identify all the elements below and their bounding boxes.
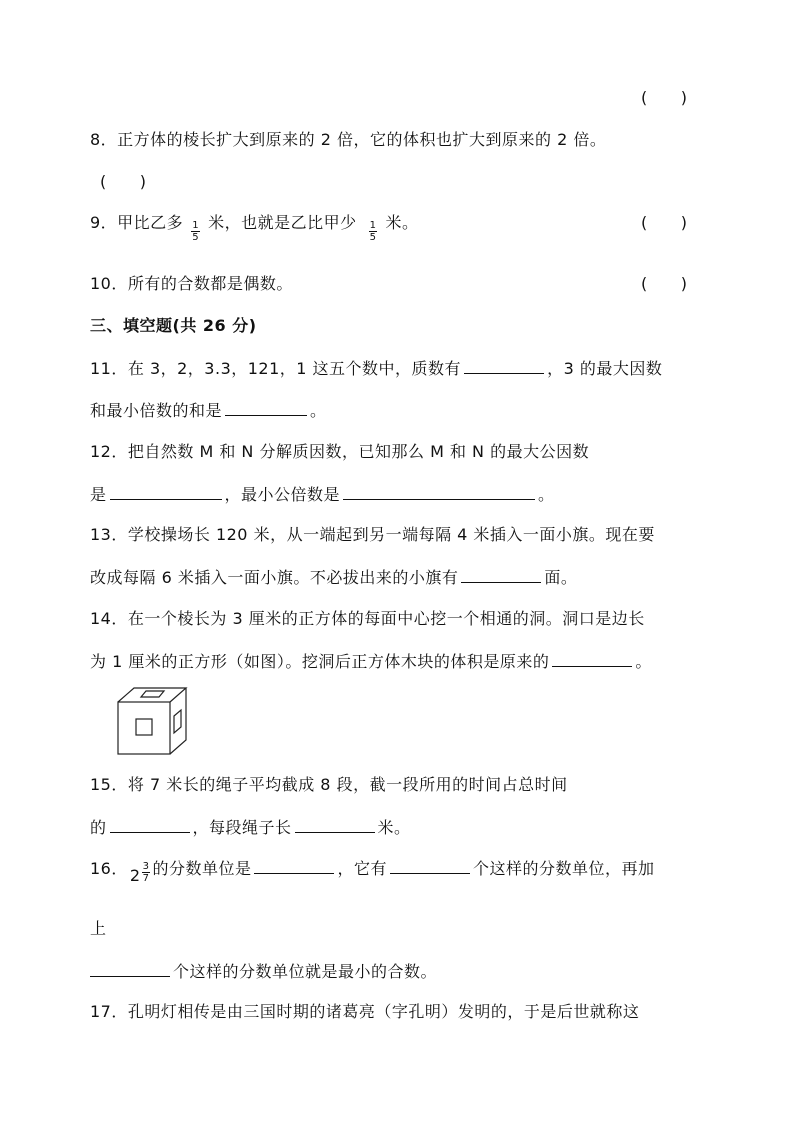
question-15-text: ，每段绳子长 <box>192 818 292 837</box>
question-13-line-1 <box>90 524 655 546</box>
question-11-text: ，3 的最大因数 <box>547 359 663 378</box>
answer-blank[interactable] <box>343 483 535 500</box>
question-16-text: 个这样的分数单位，再加 <box>472 859 655 878</box>
question-17-text: 17．孔明灯相传是由三国时期的诸葛亮（字孔明）发明的，于是后世就称这 <box>90 1002 640 1021</box>
question-16-line-2 <box>90 918 107 940</box>
cube-top-face <box>118 688 186 702</box>
question-15-text: 15．将 7 米长的绳子平均截成 8 段，截一段所用的时间占总时间 <box>90 775 568 794</box>
question-9-part-a: 9．甲比乙多 <box>90 213 184 232</box>
cube-front-face <box>118 702 170 754</box>
question-14-line-1 <box>90 608 645 630</box>
fraction-denominator: 5 <box>192 232 200 243</box>
fraction-denominator: 7 <box>142 873 150 884</box>
cube-figure <box>116 686 192 756</box>
question-11-line-2 <box>90 399 327 422</box>
question-10-paren: ( ) <box>641 274 688 293</box>
question-16-line-3 <box>90 960 437 983</box>
question-15-text: 米。 <box>377 818 411 837</box>
question-15-line-1 <box>90 774 568 796</box>
question-11-text: 。 <box>310 401 327 420</box>
front-hole <box>136 719 152 735</box>
question-16-text: 16． <box>90 859 128 878</box>
answer-blank[interactable] <box>254 857 334 874</box>
question-16-text: ，它有 <box>337 859 387 878</box>
question-13-line-2 <box>90 566 577 589</box>
answer-blank[interactable] <box>90 960 170 977</box>
question-14-line-2 <box>90 650 652 673</box>
question-9-paren: ( ) <box>641 213 688 232</box>
fraction-denominator: 5 <box>369 232 377 243</box>
answer-blank[interactable] <box>464 357 544 374</box>
question-15-line-2 <box>90 816 411 839</box>
question-10 <box>90 273 293 295</box>
question-16-text: 个这样的分数单位就是最小的合数。 <box>173 962 438 981</box>
question-12-line-2 <box>90 483 555 506</box>
question-14-text: 为 1 厘米的正方形（如图）。挖洞后正方体木块的体积是原来的 <box>90 652 550 671</box>
answer-blank[interactable] <box>461 566 541 583</box>
top-hole <box>141 691 164 697</box>
answer-blank[interactable] <box>552 650 632 667</box>
question-13-text: 改成每隔 6 米插入一面小旗。不必拔出来的小旗有 <box>90 568 459 587</box>
question-12-text: 是 <box>90 485 107 504</box>
question-9-part-c: 米。 <box>385 213 419 232</box>
question-8 <box>90 129 606 151</box>
question-8-paren: ( ) <box>100 172 147 191</box>
question-11-text: 11．在 3，2，3.3，121，1 这五个数中，质数有 <box>90 359 462 378</box>
mixed-number-fraction <box>142 861 151 884</box>
fraction-numerator: 1 <box>369 220 377 231</box>
question-16-text: 上 <box>90 919 107 938</box>
answer-blank[interactable] <box>390 857 470 874</box>
question-12-line-1 <box>90 441 589 463</box>
question-13-text: 13．学校操场长 120 米，从一端起到另一端每隔 4 米插入一面小旗。现在要 <box>90 525 655 544</box>
answer-blank[interactable] <box>225 399 307 416</box>
fraction-one-fifth <box>369 220 378 243</box>
question-16-line-1 <box>90 857 655 885</box>
question-16-text: 的分数单位是 <box>152 859 252 878</box>
fraction-numerator: 1 <box>192 220 200 231</box>
section-title: 三、填空题(共 26 分) <box>90 316 257 335</box>
question-10-text: 10．所有的合数都是偶数。 <box>90 274 293 293</box>
question-13-text: 面。 <box>544 568 578 587</box>
question-17-line-1 <box>90 1001 639 1023</box>
fraction-numerator: 3 <box>142 861 150 872</box>
question-14-text: 14．在一个棱长为 3 厘米的正方体的每面中心挖一个相通的洞。洞口是边长 <box>90 609 645 628</box>
question-12-text: 。 <box>538 485 555 504</box>
mixed-number-whole: 2 <box>129 865 141 885</box>
mixed-number <box>129 861 151 887</box>
fraction-one-fifth <box>191 220 200 243</box>
question-9 <box>90 212 419 243</box>
question-12-text: 12．把自然数 M 和 N 分解质因数，已知那么 M 和 N 的最大公因数 <box>90 442 590 461</box>
answer-blank[interactable] <box>110 483 222 500</box>
side-hole <box>174 710 181 733</box>
question-15-text: 的 <box>90 818 107 837</box>
answer-blank[interactable] <box>295 816 375 833</box>
question-8-text: 8．正方体的棱长扩大到原来的 2 倍，它的体积也扩大到原来的 2 倍。 <box>90 130 607 149</box>
question-14-text: 。 <box>635 652 652 671</box>
question-11-line-1 <box>90 357 662 380</box>
answer-blank[interactable] <box>110 816 190 833</box>
question-12-text: ，最小公倍数是 <box>224 485 341 504</box>
question-11-text: 和最小倍数的和是 <box>90 401 223 420</box>
question-9-part-b: 米，也就是乙比甲少 <box>208 213 357 232</box>
answer-paren: ( ) <box>641 88 688 107</box>
cube-side-face <box>170 688 186 754</box>
